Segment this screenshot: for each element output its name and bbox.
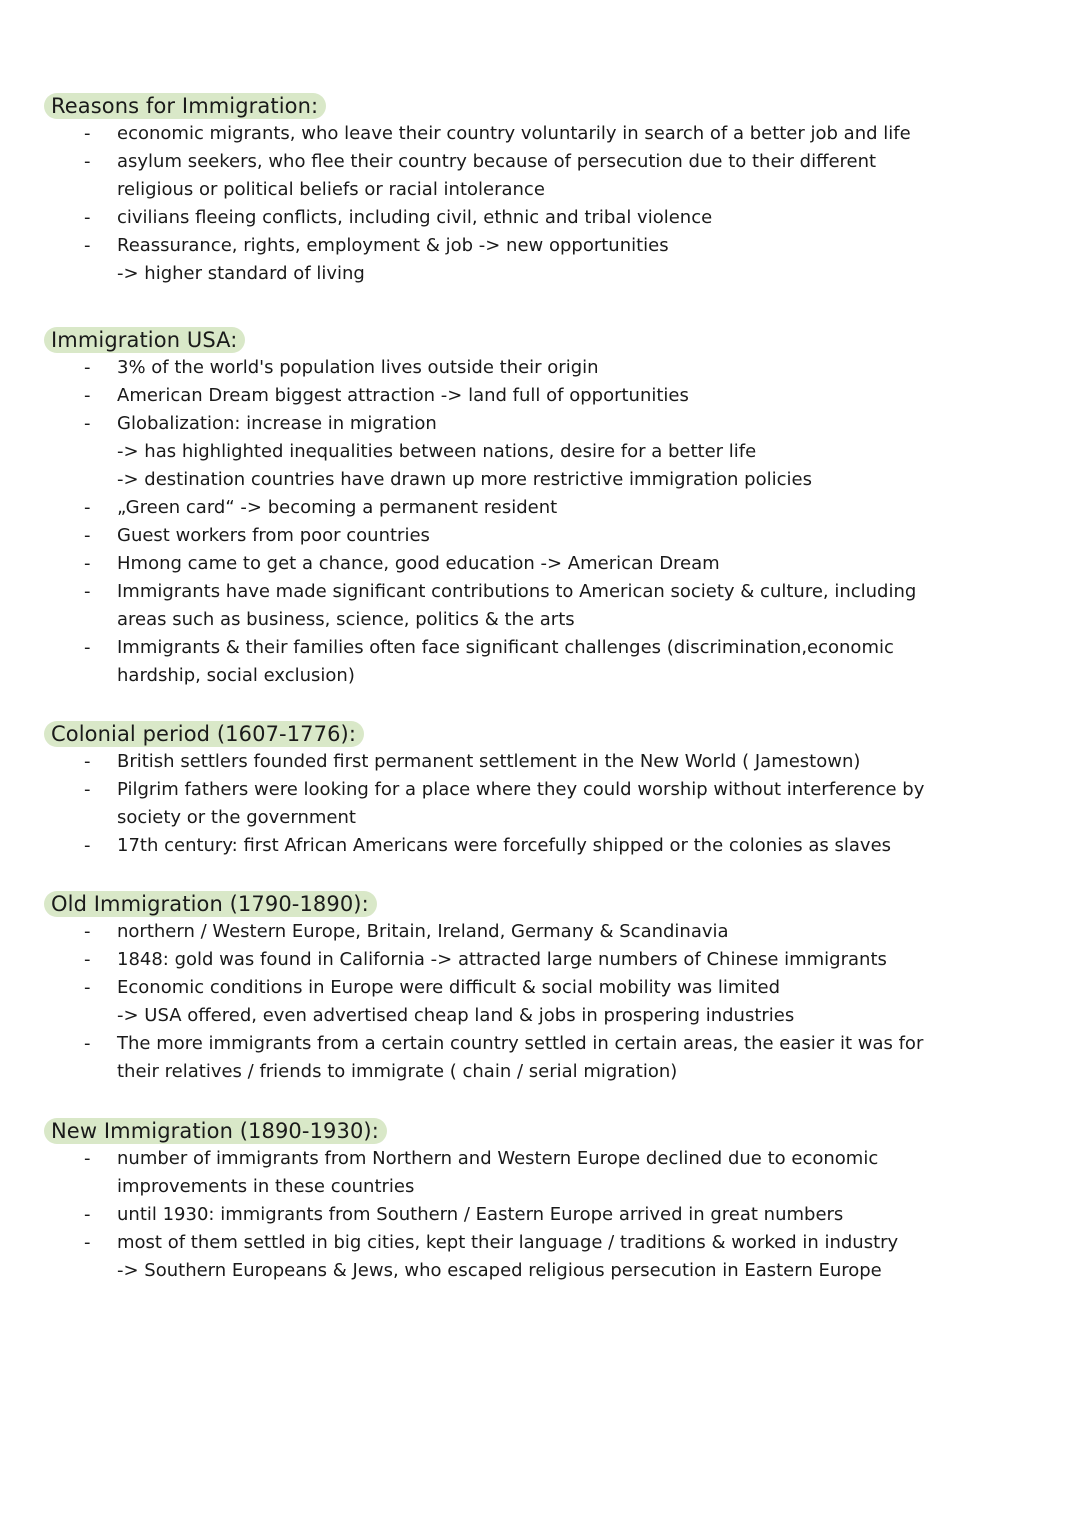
item-text-line: Pilgrim fathers were looking for a place where they could worship without interference by	[117, 779, 925, 800]
section-immigration-usa	[44, 327, 1034, 690]
bullet-dash: -	[84, 553, 91, 574]
item-text-line: asylum seekers, who flee their country because of persecution due to their different	[117, 151, 877, 172]
section-heading: Colonial period (1607-1776):	[44, 721, 364, 747]
item-text-line: -> destination countries have drawn up more restrictive immigration policies	[117, 469, 812, 490]
bullet-dash: -	[84, 497, 91, 518]
item-text-line: improvements in these countries	[117, 1176, 415, 1197]
item-text-line: Globalization: increase in migration	[117, 413, 437, 434]
item-text-line: British settlers founded first permanent settlement in the New World ( Jamestown)	[117, 751, 861, 772]
list-item	[44, 120, 1034, 148]
bullet-dash: -	[84, 385, 91, 406]
item-text-line: civilians fleeing conflicts, including civil, ethnic and tribal violence	[117, 207, 713, 228]
bullet-dash: -	[84, 581, 91, 602]
section-colonial-period	[44, 721, 1034, 860]
list-item	[44, 1030, 1034, 1086]
list-item	[44, 634, 1034, 690]
bullet-dash: -	[84, 1033, 91, 1054]
item-text-line: hardship, social exclusion)	[117, 665, 355, 686]
bullet-dash: -	[84, 151, 91, 172]
item-text-line: Guest workers from poor countries	[117, 525, 430, 546]
item-text-line: -> Southern Europeans & Jews, who escaped religious persecution in Eastern Europe	[117, 1260, 882, 1281]
bullet-dash: -	[84, 123, 91, 144]
list-item	[44, 410, 1034, 494]
item-text-line: Hmong came to get a chance, good education -> American Dream	[117, 553, 720, 574]
list-item	[44, 148, 1034, 204]
item-text-line: Economic conditions in Europe were difficult & social mobility was limited	[117, 977, 780, 998]
list-item	[44, 354, 1034, 382]
list-item	[44, 974, 1034, 1030]
item-text-line: northern / Western Europe, Britain, Ireland, Germany & Scandinavia	[117, 921, 729, 942]
item-text-line: areas such as business, science, politics & the arts	[117, 609, 575, 630]
bullet-dash: -	[84, 921, 91, 942]
item-text-line: economic migrants, who leave their country voluntarily in search of a better job and life	[117, 123, 911, 144]
bullet-dash: -	[84, 1148, 91, 1169]
bullet-dash: -	[84, 637, 91, 658]
bullet-dash: -	[84, 779, 91, 800]
section-heading: Old Immigration (1790-1890):	[44, 891, 377, 917]
item-text-line: 3% of the world's population lives outside their origin	[117, 357, 599, 378]
bullet-dash: -	[84, 1232, 91, 1253]
list-item	[44, 1201, 1034, 1229]
bullet-dash: -	[84, 357, 91, 378]
item-text-line: society or the government	[117, 807, 356, 828]
item-text-line: religious or political beliefs or racial intolerance	[117, 179, 545, 200]
bullet-list	[44, 918, 1034, 1086]
list-item	[44, 204, 1034, 232]
item-text-line: „Green card“ -> becoming a permanent resident	[117, 497, 558, 518]
list-item	[44, 232, 1034, 288]
list-item	[44, 382, 1034, 410]
list-item	[44, 578, 1034, 634]
item-text-line: Reassurance, rights, employment & job -> new opportunities	[117, 235, 669, 256]
bullet-dash: -	[84, 413, 91, 434]
section-heading: Reasons for Immigration:	[44, 93, 326, 119]
list-item	[44, 550, 1034, 578]
bullet-dash: -	[84, 949, 91, 970]
section-heading: New Immigration (1890-1930):	[44, 1118, 387, 1144]
item-text-line: -> USA offered, even advertised cheap land & jobs in prospering industries	[117, 1005, 795, 1026]
item-text-line: 17th century: first African Americans were forcefully shipped or the colonies as slaves	[117, 835, 892, 856]
item-text-line: most of them settled in big cities, kept their language / traditions & worked in industry	[117, 1232, 899, 1253]
item-text-line: 1848: gold was found in California -> attracted large numbers of Chinese immigrants	[117, 949, 887, 970]
item-text-line: until 1930: immigrants from Southern / Eastern Europe arrived in great numbers	[117, 1204, 844, 1225]
bullet-list	[44, 120, 1034, 288]
list-item	[44, 776, 1034, 832]
list-item	[44, 748, 1034, 776]
bullet-dash: -	[84, 835, 91, 856]
list-item	[44, 832, 1034, 860]
bullet-list	[44, 354, 1034, 690]
item-text-line: The more immigrants from a certain country settled in certain areas, the easier it was for	[117, 1033, 924, 1054]
list-item	[44, 1229, 1034, 1285]
item-text-line: number of immigrants from Northern and Western Europe declined due to economic	[117, 1148, 879, 1169]
list-item	[44, 1145, 1034, 1201]
bullet-dash: -	[84, 1204, 91, 1225]
item-text-line: Immigrants & their families often face significant challenges (discrimination,economic	[117, 637, 894, 658]
item-text-line: -> has highlighted inequalities between nations, desire for a better life	[117, 441, 757, 462]
list-item	[44, 918, 1034, 946]
bullet-list	[44, 1145, 1034, 1285]
bullet-dash: -	[84, 207, 91, 228]
bullet-dash: -	[84, 977, 91, 998]
item-text-line: American Dream biggest attraction -> land full of opportunities	[117, 385, 689, 406]
bullet-list	[44, 748, 1034, 860]
section-reasons-for-immigration	[44, 93, 1034, 288]
item-text-line: -> higher standard of living	[117, 263, 365, 284]
section-new-immigration	[44, 1118, 1034, 1285]
section-old-immigration	[44, 891, 1034, 1086]
bullet-dash: -	[84, 751, 91, 772]
item-text-line: their relatives / friends to immigrate ( chain / serial migration)	[117, 1061, 678, 1082]
bullet-dash: -	[84, 525, 91, 546]
bullet-dash: -	[84, 235, 91, 256]
section-heading: Immigration USA:	[44, 327, 245, 353]
list-item	[44, 522, 1034, 550]
list-item	[44, 946, 1034, 974]
item-text-line: Immigrants have made significant contributions to American society & culture, including	[117, 581, 917, 602]
list-item	[44, 494, 1034, 522]
